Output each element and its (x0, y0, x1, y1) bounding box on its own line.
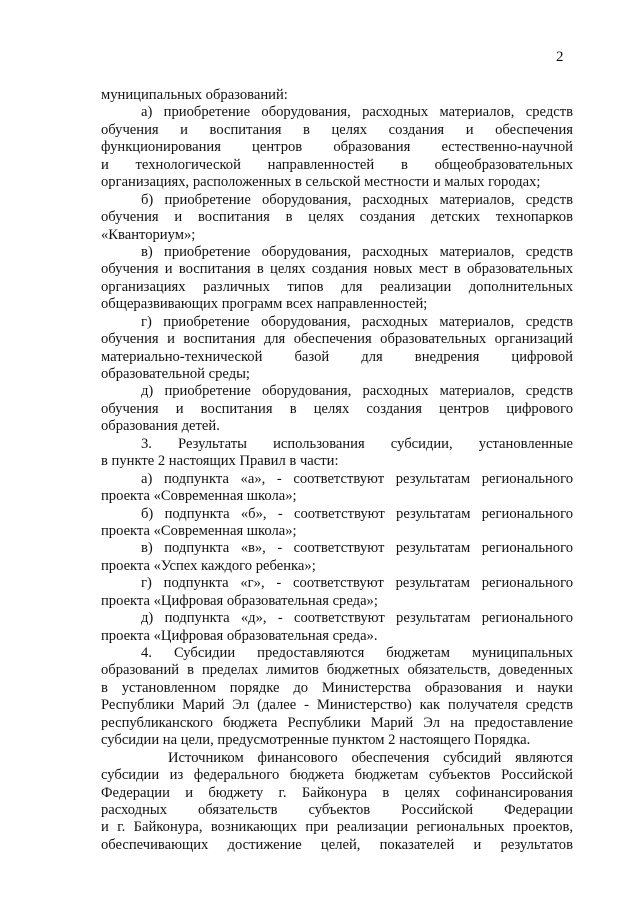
text-line: б) приобретение оборудования, расходных материалов, средств (141, 191, 573, 208)
text-line: проекта «Цифровая образовательная среда»; (101, 592, 378, 609)
text-line: образовательной среды; (101, 366, 250, 382)
text-line: организациях различных типов для реализации дополнительных (101, 278, 573, 295)
text-line: а) подпункта «а», - соответствуют результатам регионального (141, 470, 573, 487)
text-line: обучения и воспитания в целях создания новых мест в образовательных (101, 261, 573, 278)
text-line: субсидии из федерального бюджета бюджетам субъектов Российской (101, 767, 573, 784)
text-line: г) подпункта «г», - соответствуют результатам регионального (141, 575, 573, 592)
text-line: республиканского бюджета Республики Марий Эл на предоставление (101, 714, 573, 731)
text-line: «Кванториум»; (101, 226, 196, 243)
text-line: Федерации и бюджету г. Байконура в целях софинансирования (101, 784, 573, 801)
text-line: Источником финансового обеспечения субсидий являются (168, 749, 573, 766)
text-line: б) подпункта «б», - соответствуют результатам регионального (141, 505, 573, 522)
text-line: муниципальных образований: (101, 87, 288, 103)
text-line: обучения и воспитания для обеспечения образовательных организаций (101, 331, 573, 348)
text-line: проекта «Успех каждого ребенка»; (101, 557, 316, 574)
text-line: в) приобретение оборудования, расходных материалов, средств (141, 243, 573, 260)
text-line: образования детей. (101, 418, 220, 435)
text-line: обучения и воспитания в целях создания центров цифрового (101, 400, 573, 417)
text-line: и технологической направленностей в общеобразовательных (101, 156, 573, 173)
text-line: 4. Субсидии предоставляются бюджетам муниципальных (141, 645, 573, 661)
text-line: а) приобретение оборудования, расходных материалов, средств (141, 104, 573, 121)
text-line: д) подпункта «д», - соответствуют результатам регионального (141, 610, 573, 627)
text-line: обучения и воспитания в целях создания детских технопарков (101, 209, 573, 226)
text-line: г) приобретение оборудования, расходных материалов, средств (141, 313, 573, 330)
text-line: субсидии на цели, предусмотренные пунктом 2 настоящего Порядка. (101, 732, 531, 749)
text-line: Республики Марий Эл (далее - Министерство) как получателя средств (101, 697, 573, 714)
text-line: проекта «Современная школа»; (101, 522, 297, 539)
text-line: обучения и воспитания в целях создания и обеспечения (101, 121, 573, 138)
text-line: проекта «Современная школа»; (101, 488, 297, 505)
text-line: функционирования центров образования естественно-научной (101, 139, 573, 156)
text-line: общеразвивающих программ всех направленностей; (101, 296, 428, 313)
text-line: д) приобретение оборудования, расходных материалов, средств (141, 383, 573, 400)
text-line: расходных обязательств субъектов Российской Федерации (101, 801, 573, 818)
page-number: 2 (556, 49, 564, 65)
text-line: и г. Байконура, возникающих при реализации региональных проектов, (101, 819, 573, 836)
text-line: материально-технической базой для внедрения цифровой (101, 348, 573, 365)
text-line: в пункте 2 настоящих Правил в части: (101, 453, 339, 470)
text-line: в установленном порядке до Министерства образования и науки (101, 679, 573, 696)
text-line: организациях, расположенных в сельской местности и малых городах; (101, 174, 541, 191)
text-line: проекта «Цифровая образовательная среда». (101, 627, 378, 644)
text-line: 3. Результаты использования субсидии, установленные (141, 435, 573, 452)
document-body (101, 87, 573, 854)
text-line: в) подпункта «в», - соответствуют результатам регионального (141, 540, 573, 557)
text-line: образований в пределах лимитов бюджетных обязательств, доведенных (101, 662, 573, 679)
text-line: обеспечивающих достижение целей, показателей и результатов (101, 836, 573, 853)
